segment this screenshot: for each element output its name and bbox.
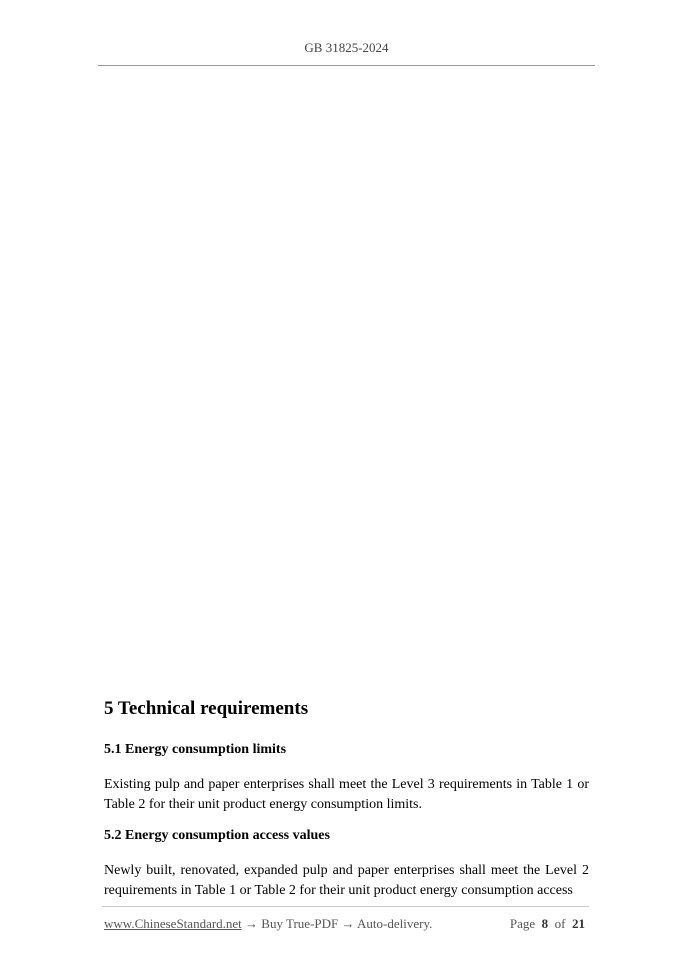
website-link[interactable]: www.ChineseStandard.net	[104, 916, 242, 931]
footer-divider	[102, 906, 589, 907]
document-body	[104, 697, 589, 913]
page-total: 21	[572, 916, 585, 931]
page-current: 8	[541, 916, 549, 931]
arrow-right-icon: →	[245, 916, 259, 931]
page-header-title: GB 31825-2024	[304, 40, 389, 55]
page-label: Page	[509, 916, 536, 931]
footer-purchase-info	[104, 916, 432, 932]
paragraph-5-2: Newly built, renovated, expanded pulp and paper enterprises shall meet the Level 2 requirements in Table 1 or Table 2 for their unit product energy consumption access	[104, 863, 589, 898]
page-number	[510, 916, 585, 932]
subsection-heading-5-1: 5.1 Energy consumption limits	[104, 742, 287, 757]
subsection-heading-5-2: 5.2 Energy consumption access values	[104, 828, 330, 843]
arrow-right-icon: →	[341, 916, 355, 931]
footer-step-buy: Buy True-PDF	[261, 916, 339, 931]
page-of-label: of	[554, 916, 566, 931]
paragraph-5-1: Existing pulp and paper enterprises shall meet the Level 3 requirements in Table 1 or Table 2 for their unit product energy consumption limits.	[104, 777, 589, 812]
footer-step-delivery: Auto-delivery.	[357, 916, 433, 931]
header-divider	[98, 65, 595, 66]
section-heading: 5 Technical requirements	[104, 698, 309, 719]
